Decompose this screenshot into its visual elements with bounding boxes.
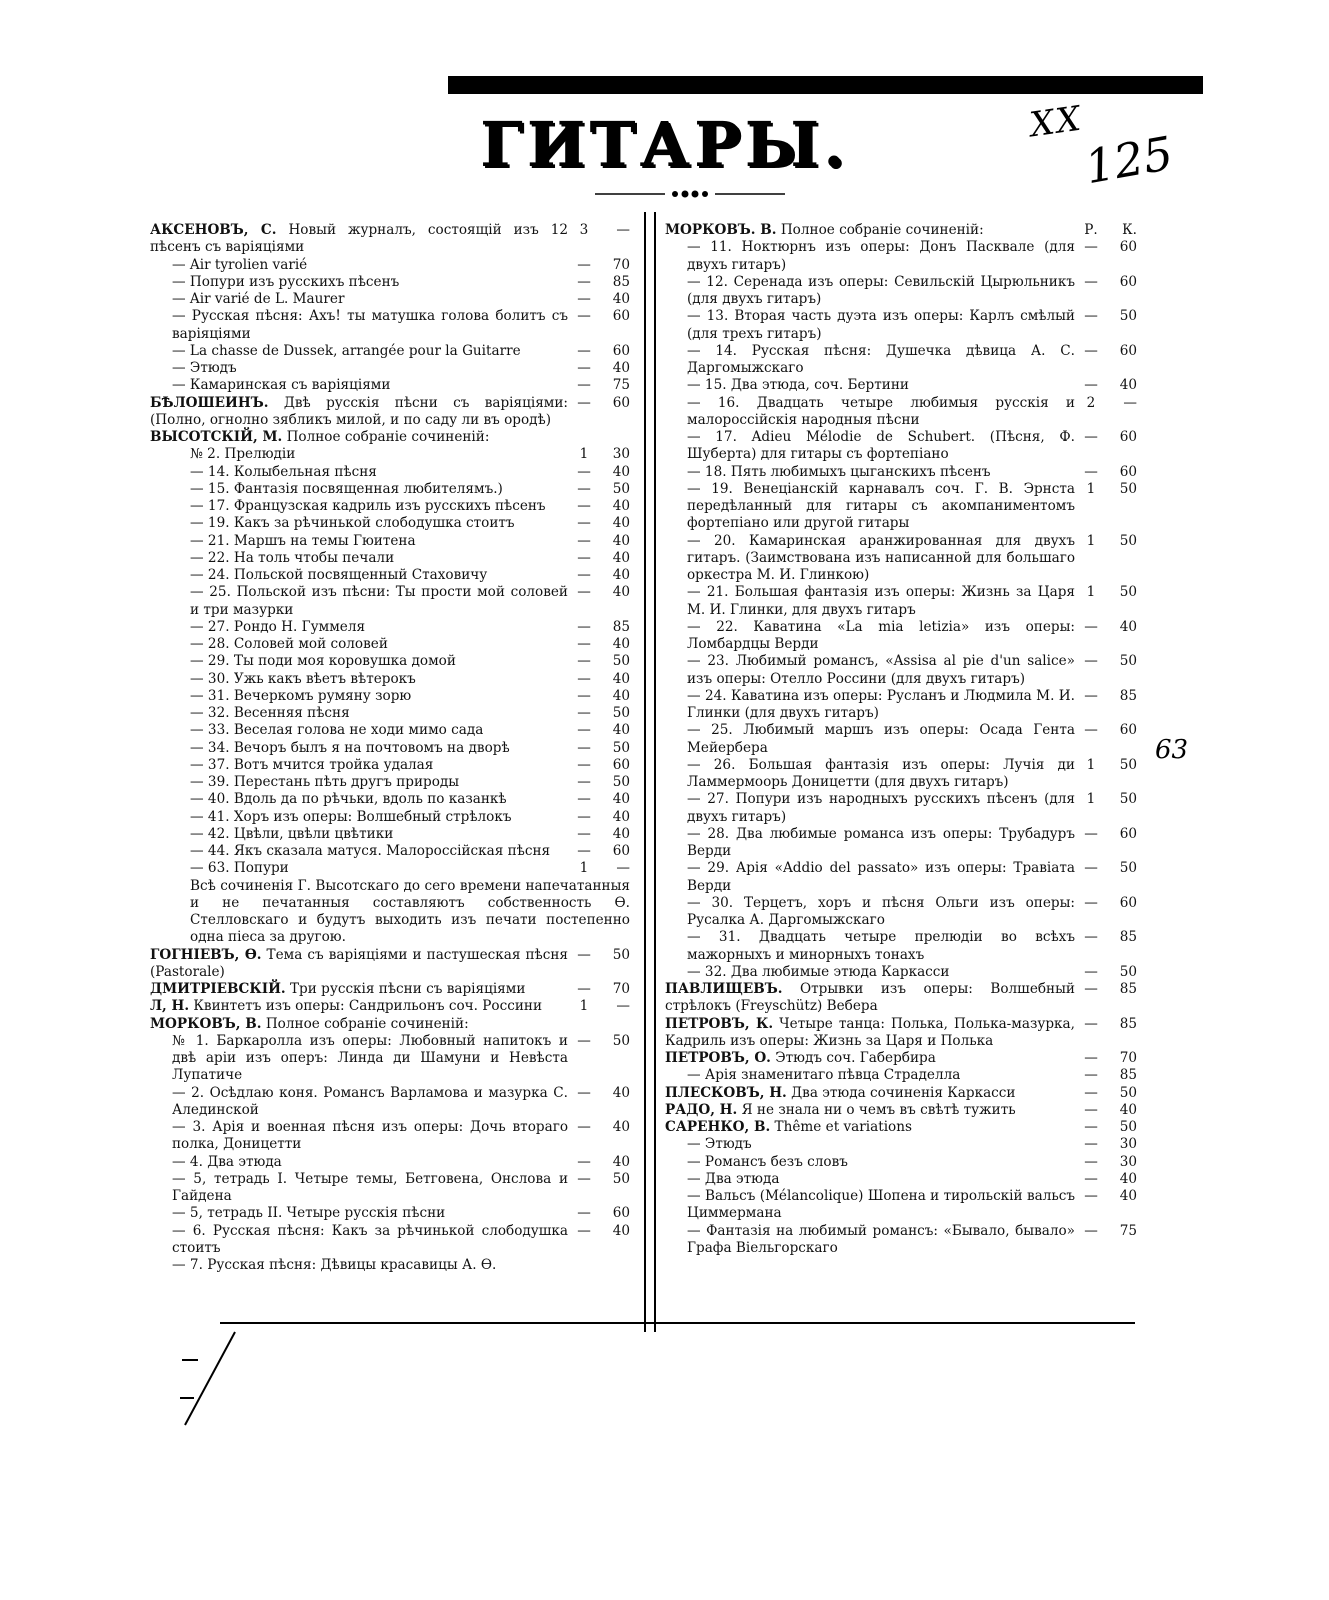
catalog-row: — 19. Какъ за рѣчинькой слободушка стоитъ — 40 — [190, 515, 630, 532]
catalog-row: — Фантазія на любимый романсъ: «Бывало, бывало» Графа Віельгорскаго — 75 — [687, 1222, 1137, 1256]
bottom-rule — [220, 1322, 1135, 1324]
catalog-row: — 31. Двадцать четыре прелюдіи во всѣхъ мажорныхъ и минорныхъ тонахъ — 85 — [687, 929, 1137, 963]
catalog-row: — 14. Колыбельная пѣсня — 40 — [190, 463, 630, 480]
catalog-row: — 16. Двадцать четыре любимыя русскія и малороссійскія народныя пѣсни 2 — — [687, 394, 1137, 428]
catalog-row: № 2. Прелюдіи 1 30 — [190, 446, 630, 463]
catalog-row: — 39. Перестань пѣть другъ природы — 50 — [190, 774, 630, 790]
catalog-row: ПЕТРОВЪ, К. Четыре танца: Полька, Полька-мазурка, Кадриль изъ оперы: Жизнь за Царя и Полька — 85 — [665, 1015, 1137, 1049]
catalog-row: ГОГНІЕВЪ, Ѳ. Тема съ варіяціями и пастушеская пѣсня (Pastorale) — 50 — [150, 946, 630, 980]
catalog-row: — Попури изъ русскихъ пѣсенъ — 85 — [172, 273, 630, 290]
catalog-row: — 25. Любимый маршъ изъ оперы: Осада Гента Мейербера — 60 — [687, 722, 1137, 756]
catalog-row: — 18. Пять любимыхъ цыганскихъ пѣсенъ — 60 — [687, 463, 1137, 480]
catalog-row: — 30. Ужь какъ вѣетъ вѣтерокъ — 40 — [190, 670, 630, 687]
catalog-row: — 7. Русская пѣсня: Дѣвицы красавицы А. Ѳ. — [172, 1257, 497, 1273]
catalog-row: МОРКОВЪ. В. Полное собраніе сочиненій: Р. К. — [665, 222, 1137, 238]
publisher-note: Всѣ сочиненія Г. Высотскаго до сего времени напечатанныя и не печатанныя составляютъ собственность Ѳ. Стелловскаго и будутъ выходить изъ печати постепенно одна піеса за другою. — [190, 877, 630, 946]
composer-name: САРЕНКО, В. — [665, 1119, 771, 1135]
catalog-row: — 22. Каватина «La mia letizia» изъ оперы: Ломбардцы Верди — 40 — [687, 618, 1137, 652]
catalog-row: — Вальсъ (Mélancolique) Шопена и тирольскій вальсъ Циммермана — 40 — [687, 1188, 1137, 1222]
composer-name: МОРКОВЪ, В. — [150, 1015, 262, 1032]
catalog-row: МОРКОВЪ, В. Полное собраніе сочиненій: — [150, 1015, 469, 1032]
catalog-row: — 32. Два любимые этюда Каркасси — 50 — [687, 963, 1137, 980]
catalog-row: — 15. Два этюда, соч. Бертини — 40 — [687, 377, 1137, 394]
catalog-row: — 27. Рондо Н. Гуммеля — 85 — [190, 618, 630, 635]
composer-name: ВЫСОТСКІЙ, М. — [150, 429, 283, 445]
column-divider — [644, 212, 656, 1332]
catalog-row: — 4. Два этюда — 40 — [172, 1153, 630, 1170]
catalog-row: — La chasse de Dussek, arrangée pour la Guitarre — 60 — [172, 342, 630, 359]
top-black-bar — [448, 76, 1203, 94]
catalog-row: — Этюдъ — 30 — [687, 1136, 1137, 1153]
catalog-row: — Air varié de L. Maurer — 40 — [172, 291, 630, 307]
composer-name: ГОГНІЕВЪ, Ѳ. — [150, 946, 262, 963]
catalog-row: — 27. Попури изъ народныхъ русскихъ пѣсенъ (для двухъ гитаръ) 1 50 — [687, 791, 1137, 825]
catalog-row: — 19. Венеціанскій карнавалъ соч. Г. В. Эрнста передѣланный для гитары съ акомпаниментомъ фортепіано или другой гитары 1 50 — [687, 480, 1137, 532]
catalog-row: — 34. Вечоръ былъ я на почтовомъ на дворѣ — 50 — [190, 739, 630, 756]
catalog-row: — 13. Вторая часть дуэта изъ оперы: Карлъ смѣлый (для трехъ гитаръ) — 50 — [687, 308, 1137, 342]
catalog-row: — 42. Цвѣли, цвѣли цвѣтики — 40 — [190, 825, 630, 842]
composer-name: ПЕТРОВЪ, К. — [665, 1015, 774, 1032]
catalog-row: — 26. Большая фантазія изъ оперы: Лучія ди Ламмермоорь Доницетти (для двухъ гитаръ) 1 50 — [687, 756, 1137, 790]
catalog-row: — Арія знаменитаго пѣвца Страделла — 85 — [687, 1067, 1137, 1084]
catalog-row: — 41. Хоръ изъ оперы: Волшебный стрѣлокъ — 40 — [190, 808, 630, 825]
catalog-row: ПЛЕСКОВЪ, Н. Два этюда сочиненія Каркасси — 50 — [665, 1084, 1137, 1101]
composer-name: РАДО, Н. — [665, 1101, 738, 1118]
catalog-row: БѢЛОШЕИНЪ. Двѣ русскія пѣсни съ варіяціями: (Полно, огнолно зябликъ милой, и по саду ли въ ородѣ) — 60 — [150, 394, 630, 428]
catalog-row: ПЕТРОВЪ, О. Этюдъ соч. Габербира — 70 — [665, 1050, 1137, 1066]
left-column — [150, 222, 630, 1274]
catalog-row: ПАВЛИЩЕВЪ. Отрывки изъ оперы: Волшебный стрѣлокъ (Freyschütz) Вебера — 85 — [665, 981, 1137, 1015]
catalog-row: — 20. Камаринская аранжированная для двухъ гитаръ. (Заимствована изъ написанной для большаго оркестра М. И. Глинкою) 1 50 — [687, 532, 1137, 583]
composer-name: ПЕТРОВЪ, О. — [665, 1050, 771, 1066]
catalog-row: АКСЕНОВЪ, С. Новый журналъ, состоящій изъ 12 пѣсенъ съ варіяціями 3 — — [150, 222, 630, 256]
catalog-row: — 37. Вотъ мчится тройка удалая — 60 — [190, 756, 630, 773]
catalog-row: — 17. Adieu Mélodie de Schubert. (Пѣсня, Ф. Шуберта) для гитары съ фортепіано — 60 — [687, 429, 1137, 463]
catalog-row: — 28. Соловей мой соловей — 40 — [190, 636, 630, 652]
catalog-row: № 1. Баркаролла изъ оперы: Любовный напитокъ и двѣ аріи изъ оперъ: Линда ди Шамуни и Невѣста Лупатиче — 50 — [172, 1032, 630, 1084]
catalog-row: — Air tyrolien varié — 70 — [172, 256, 630, 273]
catalog-row: САРЕНКО, В. Thême et variations — 50 — [665, 1119, 1137, 1135]
catalog-row: — 2. Осѣдлаю коня. Романсъ Варламова и мазурка С. Алединской — 40 — [172, 1084, 630, 1118]
catalog-row: — 28. Два любимые романса изъ оперы: Трубадуръ Верди — 60 — [687, 825, 1137, 859]
catalog-row: — Два этюда — 40 — [687, 1170, 1137, 1187]
catalog-row: — 3. Арія и военная пѣсня изъ оперы: Дочь втораго полка, Доницетти — 40 — [172, 1119, 630, 1153]
catalog-row: — 6. Русская пѣсня: Какъ за рѣчинькой слободушка стоитъ — 40 — [172, 1222, 630, 1256]
catalog-row: — 40. Вдоль да по рѣчьки, вдоль по казанкѣ — 40 — [190, 791, 630, 808]
composer-name: Л, Н. — [150, 998, 190, 1015]
catalog-row: — Романсъ безъ словъ — 30 — [687, 1153, 1137, 1170]
catalog-row: — 22. На толь чтобы печали — 40 — [190, 549, 630, 566]
catalog-row: — 24. Польской посвященный Стаховичу — 40 — [190, 567, 630, 583]
catalog-row: — 44. Якъ сказала матуся. Малороссійская пѣсня — 60 — [190, 843, 630, 859]
catalog-row: Л, Н. Квинтетъ изъ оперы: Сандрильонъ соч. Россини 1 — — [150, 998, 630, 1015]
catalog-row: — 31. Вечеркомъ румяну зорю — 40 — [190, 687, 630, 704]
pencil-stroke — [180, 1330, 240, 1430]
page-title: ГИТАРЫ. — [480, 108, 849, 181]
composer-name: ПЛЕСКОВЪ, Н. — [665, 1084, 787, 1101]
catalog-row: — 63. Попури 1 — — [190, 860, 630, 877]
catalog-row: — 11. Ноктюрнъ изъ оперы: Донъ Пасквале (для двухъ гитаръ) — 60 — [687, 239, 1137, 273]
catalog-row: — 17. Французская кадриль изъ русскихъ пѣсенъ — 40 — [190, 498, 630, 514]
catalog-row: — 5, тетрадь I. Четыре темы, Бетговена, Онслова и Гайдена — 50 — [172, 1170, 630, 1204]
composer-name: БѢЛОШЕИНЪ. — [150, 394, 269, 411]
catalog-row: — Русская пѣсня: Ахъ! ты матушка голова болитъ съ варіяціями — 60 — [172, 308, 630, 342]
handwritten-page-number: 125 — [1080, 125, 1177, 195]
handwritten-margin-note: 63 — [1155, 735, 1189, 765]
catalog-row: — 25. Польской изъ пѣсни: Ты прости мой соловей и три мазурки — 40 — [190, 584, 630, 618]
handwritten-mark: XX — [1027, 98, 1085, 146]
catalog-row: — 29. Арія «Addio del passato» изъ оперы: Травіата Верди — 50 — [687, 860, 1137, 894]
catalog-row: — 21. Маршъ на темы Гюитена — 40 — [190, 532, 630, 549]
catalog-row: — Этюдъ — 40 — [172, 360, 630, 376]
catalog-row: — 24. Каватина изъ оперы: Русланъ и Людмила М. И. Глинки (для двухъ гитаръ) — 85 — [687, 687, 1137, 721]
composer-name: ПАВЛИЩЕВЪ. — [665, 981, 783, 997]
catalog-row: РАДО, Н. Я не знала ни о чемъ въ свѣтѣ тужить — 40 — [665, 1101, 1137, 1118]
title-ornament — [595, 188, 785, 200]
catalog-row: ВЫСОТСКІЙ, М. Полное собраніе сочиненій: — [150, 429, 490, 445]
catalog-row: — Камаринская съ варіяціями — 75 — [172, 377, 630, 394]
catalog-row: ДМИТРІЕВСКІЙ. Три русскія пѣсни съ варіяціями — 70 — [150, 981, 630, 997]
catalog-row: — 5, тетрадь II. Четыре русскія пѣсни — 60 — [172, 1205, 630, 1222]
composer-name: АКСЕНОВЪ, С. — [150, 222, 277, 238]
composer-name: ДМИТРІЕВСКІЙ. — [150, 981, 286, 997]
catalog-row: — 32. Весенняя пѣсня — 50 — [190, 705, 630, 721]
catalog-row: — 14. Русская пѣсня: Душечка дѣвица А. С. Даргомыжскаго — 60 — [687, 342, 1137, 376]
catalog-row: — 21. Большая фантазія изъ оперы: Жизнь за Царя М. И. Глинки, для двухъ гитаръ 1 50 — [687, 584, 1137, 618]
catalog-row: — 33. Веселая голова не ходи мимо сада — 40 — [190, 722, 630, 739]
right-column — [665, 222, 1137, 1257]
catalog-row: — 15. Фантазія посвященная любителямъ.) — 50 — [190, 480, 630, 497]
catalog-row: — 29. Ты поди моя коровушка домой — 50 — [190, 653, 630, 670]
composer-name: МОРКОВЪ. В. — [665, 222, 777, 238]
catalog-row: — 30. Терцетъ, хоръ и пѣсня Ольги изъ оперы: Русалка А. Даргомыжскаго — 60 — [687, 894, 1137, 928]
catalog-row: — 23. Любимый романсъ, «Assisa al pie d'un salice» изъ оперы: Отелло Россини (для двухъ гитаръ) — 50 — [687, 653, 1137, 687]
catalog-row: — 12. Серенада изъ оперы: Севильскій Цырюльникъ (для двухъ гитаръ) — 60 — [687, 273, 1137, 307]
